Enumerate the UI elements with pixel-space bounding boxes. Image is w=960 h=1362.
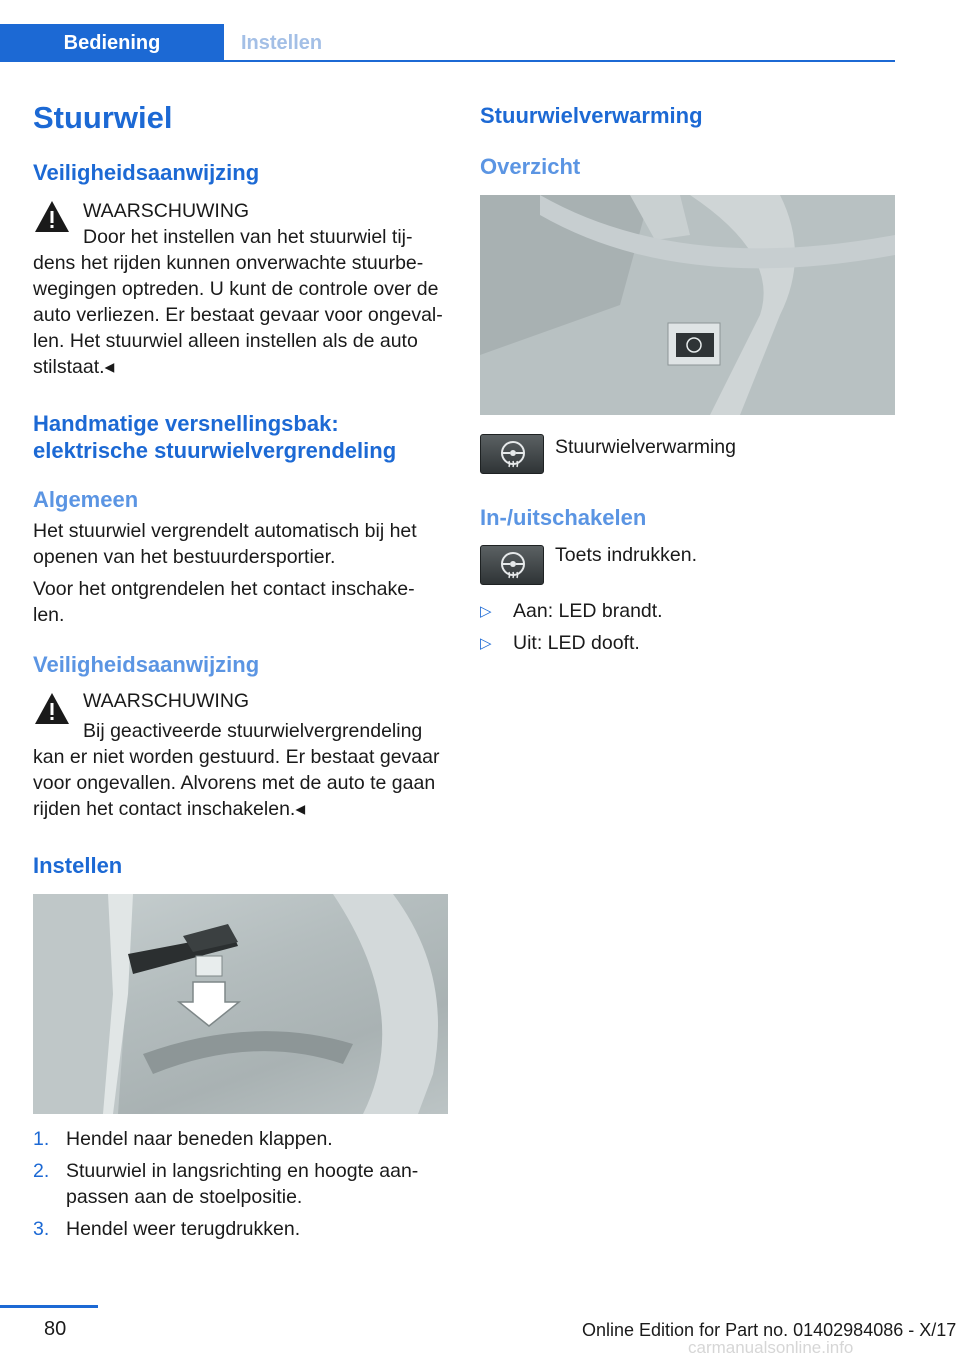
press-instruction: Toets indrukken. [555, 544, 697, 566]
warning-text-line: voor ongevallen. Alvorens met de auto te gaan [33, 772, 436, 794]
warning-text-line: len. Het stuurwiel alleen instellen als de auto [33, 330, 418, 352]
tab-instellen[interactable]: Instellen [241, 31, 323, 54]
steering-lever-photo [33, 894, 448, 1114]
heated-wheel-glyph [497, 550, 529, 582]
warning-text-line: kan er niet worden gestuurd. Er bestaat gevaar [33, 746, 440, 768]
warning-triangle-icon [33, 690, 71, 728]
body-text-line: Voor het ontgrendelen het contact inschake- [33, 578, 415, 600]
step-text-cont: passen aan de stoelpositie. [66, 1186, 303, 1208]
footer-rule [0, 1305, 98, 1308]
bullet-item: Uit: LED dooft. [513, 632, 640, 654]
body-text-line: Het stuurwiel vergrendelt automatisch bij het [33, 520, 417, 542]
tab-bediening[interactable]: Bediening [0, 24, 224, 62]
steering-heat-button-icon [480, 545, 544, 585]
step-text: Hendel weer terugdrukken. [66, 1218, 301, 1240]
warning-label-1: WAARSCHUWING [83, 200, 250, 222]
body-text-line: len. [33, 604, 65, 626]
warning-text-line: Door het instellen van het stuurwiel tij- [83, 226, 413, 248]
bullet-triangle-icon: ▷ [480, 603, 492, 620]
step-text: Stuurwiel in langsrichting en hoogte aan- [66, 1160, 419, 1182]
icon-caption: Stuurwielverwarming [555, 436, 736, 458]
dashboard-illustration [480, 195, 895, 415]
warning-label-2: WAARSCHUWING [83, 690, 250, 712]
warning-text-line: Bij geactiveerde stuurwielvergrendeling [83, 720, 423, 742]
warning-text-line: auto verliezen. Er bestaat gevaar voor ongeval- [33, 304, 443, 326]
steering-lever-illustration [33, 894, 448, 1114]
heating-title: Stuurwielverwarming [480, 103, 703, 128]
warning-triangle-icon [33, 198, 71, 236]
safety-heading-2: Veiligheidsaanwijzing [33, 652, 260, 677]
safety-heading-1: Veiligheidsaanwijzing [33, 160, 260, 185]
manual-gearbox-heading-cont: elektrische stuurwielvergrendeling [33, 438, 397, 463]
status-bullet-list [480, 598, 895, 658]
bullet-item: Aan: LED brandt. [513, 600, 663, 622]
section-title: Stuurwiel [33, 100, 173, 135]
overview-heading: Overzicht [480, 154, 581, 179]
steps-list [33, 1126, 448, 1246]
step-number: 2. [33, 1160, 50, 1182]
bullet-triangle-icon: ▷ [480, 635, 492, 652]
warning-text-line: stilstaat.◂ [33, 356, 115, 378]
warning-text-line: dens het rijden kunnen onverwachte stuurbe- [33, 252, 424, 274]
top-tab-bar [0, 24, 895, 62]
onoff-heading: In-/uitschakelen [480, 505, 647, 530]
warning-text-line: rijden het contact inschakelen.◂ [33, 798, 306, 820]
page-number: 80 [44, 1318, 67, 1340]
step-text: Hendel naar beneden klappen. [66, 1128, 333, 1150]
heated-wheel-glyph [497, 439, 529, 471]
general-heading: Algemeen [33, 487, 139, 512]
warning-text-line: wegingen optreden. U kunt de controle over de [33, 278, 439, 300]
heating-button-photo [480, 195, 895, 415]
body-text-line: openen van het bestuurdersportier. [33, 546, 336, 568]
edition-text: Online Edition for Part no. 01402984086 - X/17 [582, 1320, 957, 1340]
steering-heat-button-icon [480, 434, 544, 474]
adjust-heading: Instellen [33, 853, 123, 878]
step-number: 1. [33, 1128, 50, 1150]
manual-gearbox-heading: Handmatige versnellingsbak: [33, 411, 339, 436]
watermark: carmanualsonline.info [688, 1338, 854, 1357]
step-number: 3. [33, 1218, 50, 1240]
